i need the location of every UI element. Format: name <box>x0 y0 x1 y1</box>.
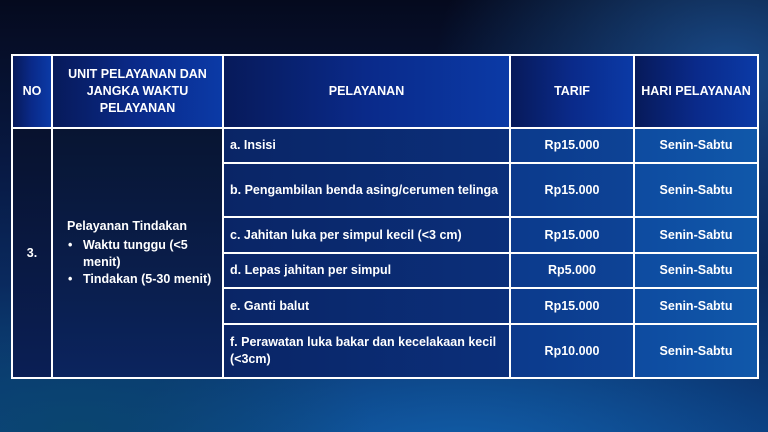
table-header-row <box>12 55 758 128</box>
service-name: d. Lepas jahitan per simpul <box>223 253 510 288</box>
service-days: Senin-Sabtu <box>634 217 758 253</box>
service-days: Senin-Sabtu <box>634 128 758 163</box>
service-tariff: Rp15.000 <box>510 217 634 253</box>
list-item <box>68 237 212 271</box>
service-unit-cell <box>52 128 223 378</box>
header-no: NO <box>12 55 52 128</box>
service-name: b. Pengambilan benda asing/cerumen telinga <box>223 163 510 217</box>
header-hari: HARI PELAYANAN <box>634 55 758 128</box>
list-item-text: Waktu tunggu (<5 menit) <box>83 238 188 269</box>
service-unit-list <box>67 237 212 288</box>
service-unit-title: Pelayanan Tindakan <box>67 219 187 234</box>
service-tariff: Rp15.000 <box>510 288 634 324</box>
header-tarif: TARIF <box>510 55 634 128</box>
service-tariff: Rp15.000 <box>510 163 634 217</box>
table-row <box>12 128 758 163</box>
service-tariff: Rp10.000 <box>510 324 634 378</box>
service-name: f. Perawatan luka bakar dan kecelakaan kecil (<3cm) <box>223 324 510 378</box>
service-tariff: Rp5.000 <box>510 253 634 288</box>
service-days: Senin-Sabtu <box>634 163 758 217</box>
bullet-icon: • <box>68 238 73 253</box>
tariff-table <box>11 54 759 379</box>
service-tariff: Rp15.000 <box>510 128 634 163</box>
service-days: Senin-Sabtu <box>634 324 758 378</box>
service-name: c. Jahitan luka per simpul kecil (<3 cm) <box>223 217 510 253</box>
service-days: Senin-Sabtu <box>634 288 758 324</box>
tariff-table-container <box>11 54 757 378</box>
service-name: a. Insisi <box>223 128 510 163</box>
header-unit: UNIT PELAYANAN DAN JANGKA WAKTU PELAYANAN <box>52 55 223 128</box>
list-item-text: Tindakan (5-30 menit) <box>83 271 212 286</box>
row-number: 3. <box>12 128 52 378</box>
list-item <box>68 271 212 288</box>
service-name: e. Ganti balut <box>223 288 510 324</box>
header-pelayanan: PELAYANAN <box>223 55 510 128</box>
service-days: Senin-Sabtu <box>634 253 758 288</box>
bullet-icon: • <box>68 271 73 286</box>
